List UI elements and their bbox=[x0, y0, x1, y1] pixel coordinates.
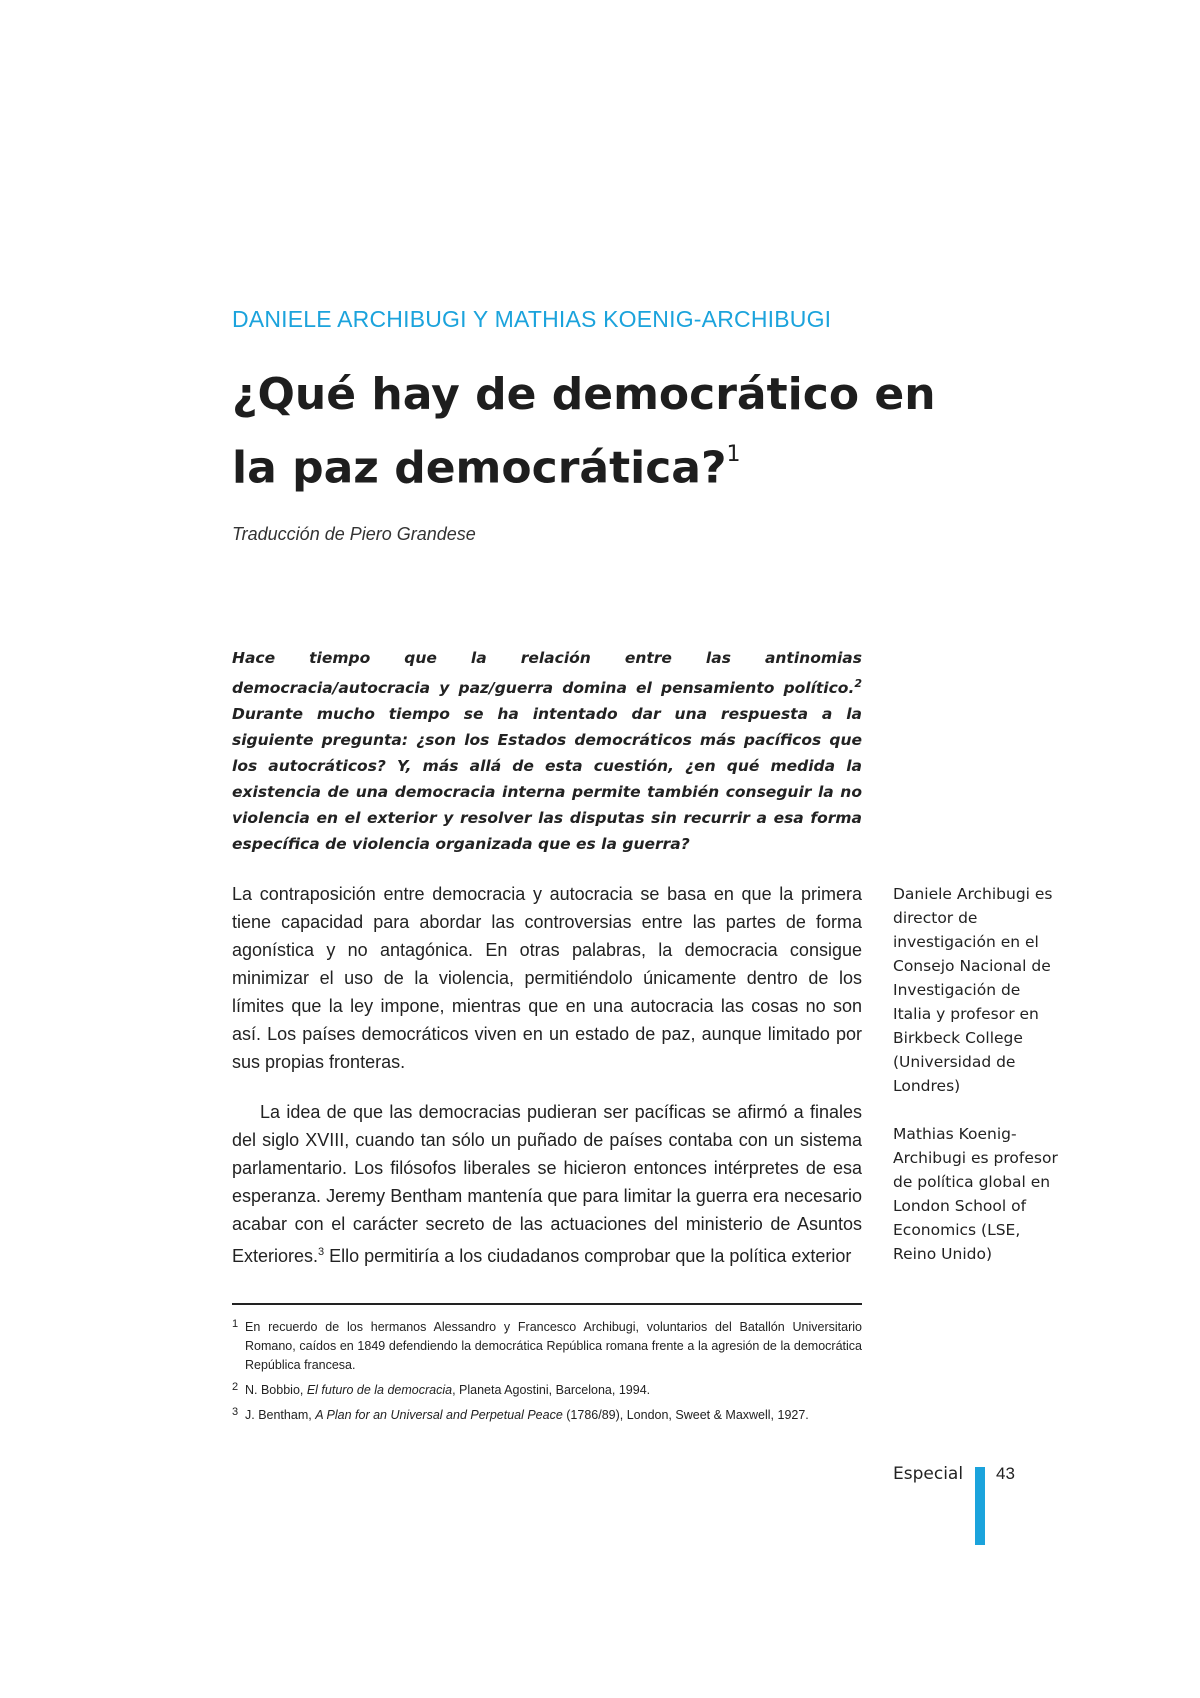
footnote-3 bbox=[232, 1406, 862, 1425]
body-paragraph-2-part-1: La idea de que las democracias pudieran ser pacíficas se afirmó a finales del siglo XVIII, cuando tan sólo un puñado de países contaba con un sistema parlamentario. Los filósofos liberales se hicieron entonces intérpretes de esa esperanza. Jeremy Bentham mantenía que para limitar la guerra era necesario acabar con el carácter secreto de las actuaciones del ministerio de Asuntos Exteriores. bbox=[232, 1102, 862, 1266]
body-paragraph-2 bbox=[232, 1098, 862, 1270]
footnote-work-title: El futuro de la democracia bbox=[306, 1383, 453, 1397]
footnote-2 bbox=[232, 1381, 862, 1400]
footnote-1 bbox=[232, 1318, 862, 1375]
footnote-number: 2 bbox=[232, 1381, 239, 1393]
footnote-text-post: (1786/89), London, Sweet & Maxwell, 1927. bbox=[562, 1408, 809, 1422]
footnote-text bbox=[245, 1381, 862, 1400]
author-bios bbox=[893, 882, 1063, 1266]
footnote-number: 1 bbox=[232, 1318, 239, 1330]
article-authors: DANIELE ARCHIBUGI Y MATHIAS KOENIG-ARCHIBUGI bbox=[232, 306, 832, 332]
abstract-part-1: Hace tiempo que la relación entre las antinomias democracia/autocracia y paz/guerra domina el pensamiento político. bbox=[232, 649, 862, 698]
article-body bbox=[232, 880, 862, 1270]
title-text: ¿Qué hay de democrático en la paz democrática? bbox=[232, 369, 936, 494]
footnotes bbox=[232, 1318, 862, 1431]
footnote-divider bbox=[232, 1303, 862, 1305]
author-bio-koenig-archibugi: Mathias Koenig-Archibugi es profesor de política global en London School of Economics (LSE, Reino Unido) bbox=[893, 1125, 1058, 1263]
body-footnote-ref[interactable]: 3 bbox=[318, 1246, 325, 1258]
translator-credit: Traducción de Piero Grandese bbox=[232, 524, 476, 544]
abstract-footnote-ref[interactable]: 2 bbox=[854, 677, 862, 690]
abstract-part-2: Durante mucho tiempo se ha intentado dar una respuesta a la siguiente pregunta: ¿son los Estados democráticos más pacíficos que los autocráticos? Y, más allá de esta cuestión, ¿en qué medida la existencia de una democracia interna permite también conseguir la no violencia en el exterior y resolver las disputas sin recurrir a esa forma específica de violencia organizada que es la guerra? bbox=[232, 705, 862, 854]
footnote-text bbox=[245, 1406, 862, 1425]
page-number: 43 bbox=[996, 1464, 1015, 1483]
section-accent-bar bbox=[975, 1467, 985, 1545]
footnote-work-title: A Plan for an Universal and Perpetual Peace bbox=[315, 1408, 563, 1422]
footnote-text-pre: N. Bobbio, bbox=[245, 1383, 307, 1397]
footnote-number: 3 bbox=[232, 1406, 239, 1418]
title-footnote-ref[interactable]: 1 bbox=[726, 442, 741, 467]
footnote-text: En recuerdo de los hermanos Alessandro y Francesco Archibugi, voluntarios del Batallón Universitario Romano, caídos en 1849 defendiendo la democrática República romana frente a la agresión de la democrática República francesa. bbox=[245, 1320, 862, 1372]
body-paragraph-2-part-2: Ello permitiría a los ciudadanos comprobar que la política exterior bbox=[324, 1246, 852, 1266]
author-bio-archibugi: Daniele Archibugi es director de investigación en el Consejo Nacional de Investigación de Italia y profesor en Birkbeck College (Universidad de Londres) bbox=[893, 885, 1053, 1095]
footnote-text-post: , Planeta Agostini, Barcelona, 1994. bbox=[452, 1383, 651, 1397]
footnote-text-pre: J. Bentham, bbox=[245, 1408, 316, 1422]
body-paragraph-1: La contraposición entre democracia y autocracia se basa en que la primera tiene capacidad para abordar las controversias entre las partes de forma agonística y no antagónica. En otras palabras, la democracia consigue minimizar el uso de la violencia, permitiéndolo únicamente dentro de los límites que la ley impone, mientras que en una autocracia las cosas no son así. Los países democráticos viven en un estado de paz, aunque limitado por sus propias fronteras. bbox=[232, 884, 862, 1072]
article-abstract bbox=[232, 645, 862, 857]
section-label: Especial bbox=[893, 1464, 964, 1484]
article-title bbox=[232, 362, 992, 502]
